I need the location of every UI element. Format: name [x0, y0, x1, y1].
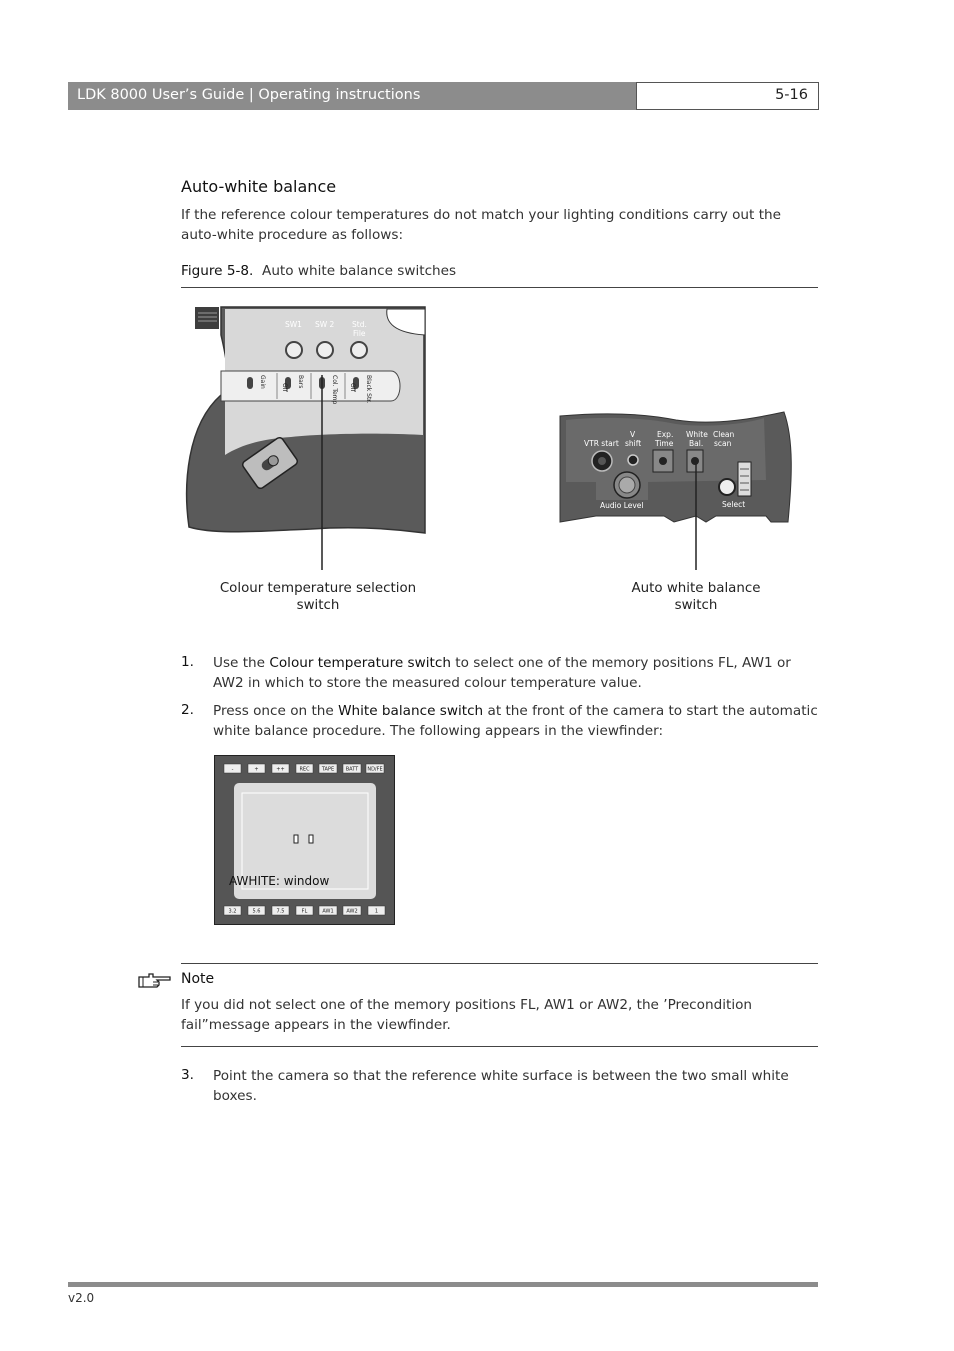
step-2-number: 2.	[181, 702, 194, 718]
step-1-text	[213, 654, 823, 693]
colour-temp-callout	[212, 580, 424, 614]
scan-label: scan	[714, 439, 732, 448]
vf-bottom-1: 5.6	[252, 908, 261, 915]
note-title: Note	[181, 971, 215, 987]
section-heading: Auto-white balance	[181, 177, 337, 196]
clean-label: Clean	[713, 430, 735, 439]
exp-label: Exp.	[657, 430, 674, 439]
bars-switch-label: Bars	[297, 375, 304, 389]
figure-caption-text: Auto white balance switches	[262, 263, 457, 279]
figure-number: Figure 5-8.	[181, 263, 254, 279]
step-1-pre: Use the	[213, 655, 270, 671]
black-str-switch-label: Black Str.	[365, 375, 372, 404]
off-label-1: Off	[281, 383, 288, 392]
vf-bottom-4: AW1	[322, 908, 334, 915]
vf-top-2: ++	[276, 766, 285, 773]
version-label: v2.0	[68, 1291, 95, 1305]
file-label: File	[353, 329, 366, 338]
document-title: LDK 8000 User’s Guide | Operating instructions	[77, 87, 421, 103]
time-label: Time	[655, 439, 674, 448]
off-label-2: Off	[349, 383, 356, 392]
note-text: If you did not select one of the memory positions FL, AW1 or AW2, the ’Precondition fail”message appears in the viewfinder.	[181, 997, 753, 1033]
intro-paragraph: If the reference colour temperatures do not match your lighting conditions carry out the auto-white procedure as follows:	[181, 207, 782, 243]
select-label: Select	[722, 500, 746, 509]
step-2-post: at the front of the camera to start the automatic white balance procedure. The following appears in the viewfinder:	[213, 703, 818, 739]
vf-top-0: -	[231, 766, 234, 773]
gain-switch-label: Gain	[259, 375, 266, 389]
page-number: 5-16	[775, 87, 808, 103]
caption-rule	[181, 287, 818, 288]
camera-side-panel-illustration	[181, 305, 431, 570]
step-2-pre: Press once on the	[213, 703, 339, 719]
step-2-emphasis: White balance switch	[338, 703, 484, 719]
vf-top-1: +	[254, 766, 259, 773]
vf-top-5: BATT	[345, 766, 359, 773]
note-bottom-rule	[181, 1046, 818, 1047]
vf-top-6: ND/FE	[367, 766, 383, 773]
vf-bottom-6: 1	[374, 908, 379, 915]
auto-white-callout-line2: switch	[674, 598, 718, 613]
vf-bottom-0: 3.2	[228, 908, 237, 915]
vf-bottom-2: 7.5	[276, 908, 285, 915]
sw1-label: SW1	[285, 320, 302, 329]
note-top-rule	[181, 963, 818, 964]
white-label: White	[686, 430, 708, 439]
sw2-label: SW 2	[315, 320, 335, 329]
vf-bottom-3: FL	[301, 908, 308, 915]
auto-white-callout-line1: Auto white balance	[631, 581, 761, 596]
auto-white-callout	[610, 580, 782, 614]
col-temp-switch-label: Col. Temp	[331, 375, 338, 405]
step-1-emphasis: Colour temperature switch	[269, 655, 451, 671]
figure-caption	[181, 263, 456, 279]
viewfinder-message: AWHITE: window	[229, 874, 330, 888]
std-label: Std.	[352, 320, 367, 329]
step-3-number: 3.	[181, 1067, 194, 1083]
vtr-start-label: VTR start	[584, 439, 619, 448]
camera-front-panel-illustration	[556, 410, 792, 570]
step-3-text: Point the camera so that the reference white surface is between the two small white boxes.	[213, 1068, 789, 1104]
bal-label: Bal.	[689, 439, 704, 448]
colour-temp-callout-line2: switch	[296, 598, 340, 613]
v-label: V	[630, 430, 636, 439]
vf-bottom-5: AW2	[346, 908, 358, 915]
viewfinder-illustration	[214, 755, 396, 926]
colour-temp-callout-line1: Colour temperature selection	[219, 581, 417, 596]
footer-bar	[68, 1282, 818, 1287]
step-2-text	[213, 702, 823, 741]
shift-label: shift	[625, 439, 642, 448]
vf-top-3: REC	[299, 766, 310, 773]
step-1-number: 1.	[181, 654, 194, 670]
vf-top-4: TAPE	[321, 766, 335, 773]
audio-level-label: Audio Level	[600, 501, 644, 510]
pointing-hand-icon	[137, 971, 173, 991]
step-1-post: to select one of the memory positions FL, AW1 or AW2 in which to store the measured colour temperature value.	[213, 655, 791, 691]
